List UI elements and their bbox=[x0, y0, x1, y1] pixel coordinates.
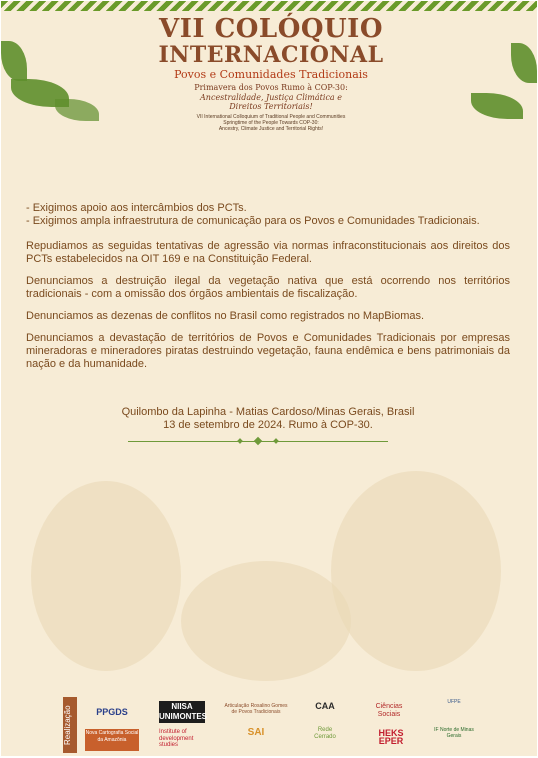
iis-logo: Institute of development studies bbox=[159, 729, 194, 748]
articulacao-logo: Articulação Rosalino Gomes de Povos Tradicionais bbox=[224, 703, 288, 715]
bullet-item: - Exigimos apoio aos intercâmbios dos PCTs. bbox=[26, 202, 247, 214]
letter-body bbox=[26, 202, 510, 371]
title-line-1: VII COLÓQUIO bbox=[159, 14, 383, 44]
niisa-logo: NIISA UNIMONTES bbox=[159, 702, 207, 721]
leaf-top-right-2 bbox=[471, 93, 523, 119]
nova-cartografia-logo: Nova Cartografia Social da Amazônia bbox=[85, 729, 139, 751]
sai-logo: SAI bbox=[247, 727, 265, 738]
paragraph: Denunciamos as dezenas de conflitos no Brasil como registrados no MapBiomas. bbox=[26, 310, 425, 322]
ornamental-divider bbox=[128, 440, 388, 443]
signature-date: 13 de setembro de 2024. Rumo à COP-30. bbox=[163, 419, 373, 431]
background-foliage-1 bbox=[31, 481, 181, 671]
title-line-2: INTERNACIONAL bbox=[158, 42, 384, 68]
decorative-border bbox=[1, 1, 537, 11]
ppgds-logo: PPGDS bbox=[96, 707, 128, 717]
theme-line-3: Direitos Territoriais! bbox=[229, 102, 313, 111]
footer-logos bbox=[1, 691, 537, 756]
background-foliage-2 bbox=[331, 471, 501, 671]
document-page bbox=[1, 1, 537, 756]
event-subtitle: Povos e Comunidades Tradicionais bbox=[174, 68, 368, 81]
caa-logo: CAA bbox=[315, 701, 335, 711]
signature-block bbox=[26, 406, 510, 432]
bullet-item: - Exigimos ampla infraestrutura de comunicação para os Povos e Comunidades Tradicionais. bbox=[26, 215, 480, 227]
paragraph: Repudiamos as seguidas tentativas de agressão via normas infraconstitucionais aos direitos dos PCTs estabelecidos na OIT 169 e na Constituição Federal. bbox=[26, 240, 510, 265]
background-foliage-3 bbox=[181, 561, 351, 681]
ciencias-sociais-logo: Ciências Sociais bbox=[375, 703, 403, 718]
theme-line-1: Primavera dos Povos Rumo à COP-30: bbox=[194, 83, 348, 92]
english-title bbox=[121, 114, 421, 132]
paragraph: Denunciamos a destruição ilegal da vegetação nativa que está ocorrendo nos territórios tradicionais - com a omissão dos órgãos ambientais de fiscalização. bbox=[26, 275, 510, 300]
english-line-2: Springtime of the People Towards COP-30: bbox=[223, 119, 319, 126]
leaf-top-left-3 bbox=[55, 99, 99, 121]
signature-place: Quilombo da Lapinha - Matias Cardoso/Minas Gerais, Brasil bbox=[121, 406, 415, 418]
realizacao-label: Realização bbox=[63, 697, 77, 753]
leaf-top-left bbox=[1, 41, 27, 81]
leaf-top-right bbox=[511, 43, 537, 83]
rede-cerrado-logo: Rede Cerrado bbox=[314, 727, 336, 740]
ufpe-logo: UFPE bbox=[447, 699, 461, 705]
heks-eper-logo: HEKS EPER bbox=[378, 728, 404, 746]
if-norte-minas-logo: IF Norte de Minas Gerais bbox=[434, 727, 474, 739]
paragraph: Denunciamos a devastação de territórios de Povos e Comunidades Tradicionais por empresas mineradoras e mineradores piratas destruindo vegetação, fauna endêmica e bens patrimoniais da nação e da humanidade. bbox=[26, 332, 510, 370]
event-theme bbox=[121, 83, 421, 112]
event-header bbox=[121, 15, 421, 132]
english-line-3: Ancestry, Climate Justice and Territorial Rights! bbox=[218, 125, 324, 132]
theme-line-2: Ancestralidade, Justiça Climática e bbox=[200, 92, 342, 102]
english-line-1: VII International Colloquium of Traditional People and Communities bbox=[196, 113, 346, 120]
